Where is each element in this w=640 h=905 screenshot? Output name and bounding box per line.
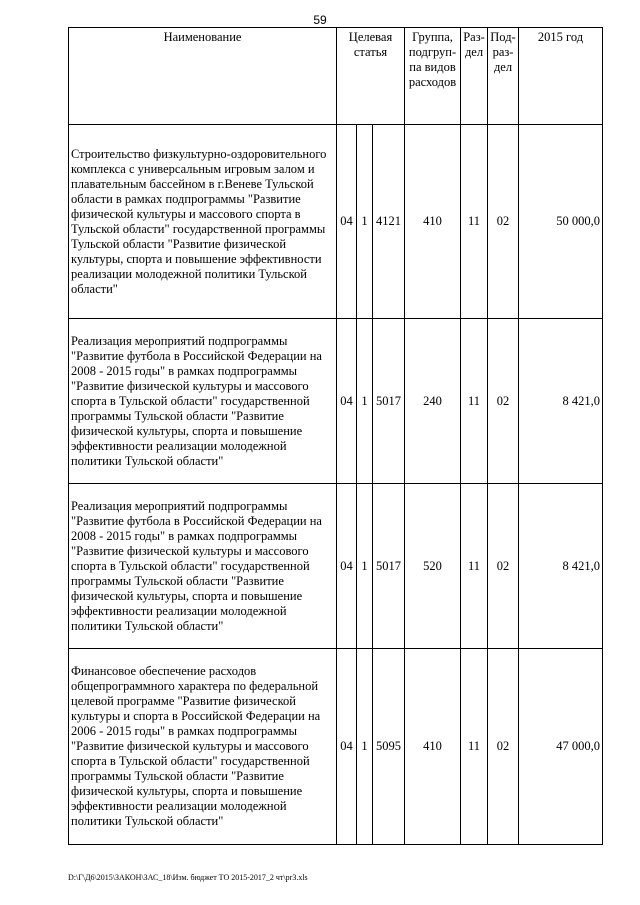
row-group: 520 (405, 484, 461, 649)
row-section: 11 (461, 319, 488, 484)
row-article-program: 04 (337, 484, 357, 649)
row-subsection: 02 (488, 484, 519, 649)
row-amount: 50 000,0 (519, 125, 603, 319)
row-section: 11 (461, 484, 488, 649)
row-article-program: 04 (337, 125, 357, 319)
row-amount: 47 000,0 (519, 649, 603, 845)
row-article-subprogram: 1 (357, 125, 373, 319)
row-section: 11 (461, 649, 488, 845)
table-row (69, 125, 603, 319)
row-amount: 8 421,0 (519, 484, 603, 649)
page-number: 59 (313, 13, 327, 27)
row-group: 410 (405, 649, 461, 845)
table-row (69, 484, 603, 649)
row-article-direction: 5017 (373, 484, 405, 649)
footer-file-path: D:\Г\Д6\2015\ЗАКОН\ЗАС_18\Изм. бюджет ТО 2015-2017_2 чт\pr3.xls (68, 873, 308, 882)
row-subsection: 02 (488, 649, 519, 845)
row-article-subprogram: 1 (357, 319, 373, 484)
header-target-article: Целевая статья (337, 28, 405, 125)
table-row (69, 649, 603, 845)
row-group: 410 (405, 125, 461, 319)
row-name: Реализация мероприятий подпрограммы "Развитие футбола в Российской Федерации на 2008 - 2015 годы" в рамках подпрограммы "Развитие физической культуры и массового спорта в Тульской области" государственной программы Тульской области "Развитие физической культуры, спорта и повышение эффективности реализации молодежной политики Тульской области" (69, 319, 337, 484)
row-article-program: 04 (337, 649, 357, 845)
row-article-direction: 5017 (373, 319, 405, 484)
row-group: 240 (405, 319, 461, 484)
row-name: Строительство физкультурно-оздоровительного комплекса с универсальным игровым залом и плавательным бассейном в г.Веневе Тульской области в рамках подпрограммы "Развитие физической культуры и массового спорта в Тульской области" государственной программы Тульской области "Развитие физической культуры, спорта и повышение эффективности реализации молодежной политики Тульской области" (69, 125, 337, 319)
row-section: 11 (461, 125, 488, 319)
header-name: Наименование (69, 28, 337, 125)
row-article-direction: 4121 (373, 125, 405, 319)
row-article-direction: 5095 (373, 649, 405, 845)
row-name: Финансовое обеспечение расходов общепрограммного характера по федеральной целевой программе "Развитие физической культуры и спорта в Российской Федерации на 2006 - 2015 годы" в рамках подпрограммы "Развитие физической культуры и массового спорта в Тульской области" государственной программы Тульской области "Развитие физической культуры, спорта и повышение эффективности реализации молодежной политики Тульской области" (69, 649, 337, 845)
row-subsection: 02 (488, 125, 519, 319)
row-article-subprogram: 1 (357, 649, 373, 845)
header-section: Раз-дел (461, 28, 488, 125)
header-group: Группа, подгруп-па видов расходов (405, 28, 461, 125)
header-subsection: Под-раз-дел (488, 28, 519, 125)
header-year: 2015 год (519, 28, 603, 125)
row-subsection: 02 (488, 319, 519, 484)
row-name: Реализация мероприятий подпрограммы "Развитие футбола в Российской Федерации на 2008 - 2015 годы" в рамках подпрограммы "Развитие физической культуры и массового спорта в Тульской области" государственной программы Тульской области "Развитие физической культуры, спорта и повышение эффективности реализации молодежной политики Тульской области" (69, 484, 337, 649)
row-article-subprogram: 1 (357, 484, 373, 649)
table-header-row (69, 28, 603, 125)
row-amount: 8 421,0 (519, 319, 603, 484)
row-article-program: 04 (337, 319, 357, 484)
budget-table (68, 27, 603, 845)
table-row (69, 319, 603, 484)
